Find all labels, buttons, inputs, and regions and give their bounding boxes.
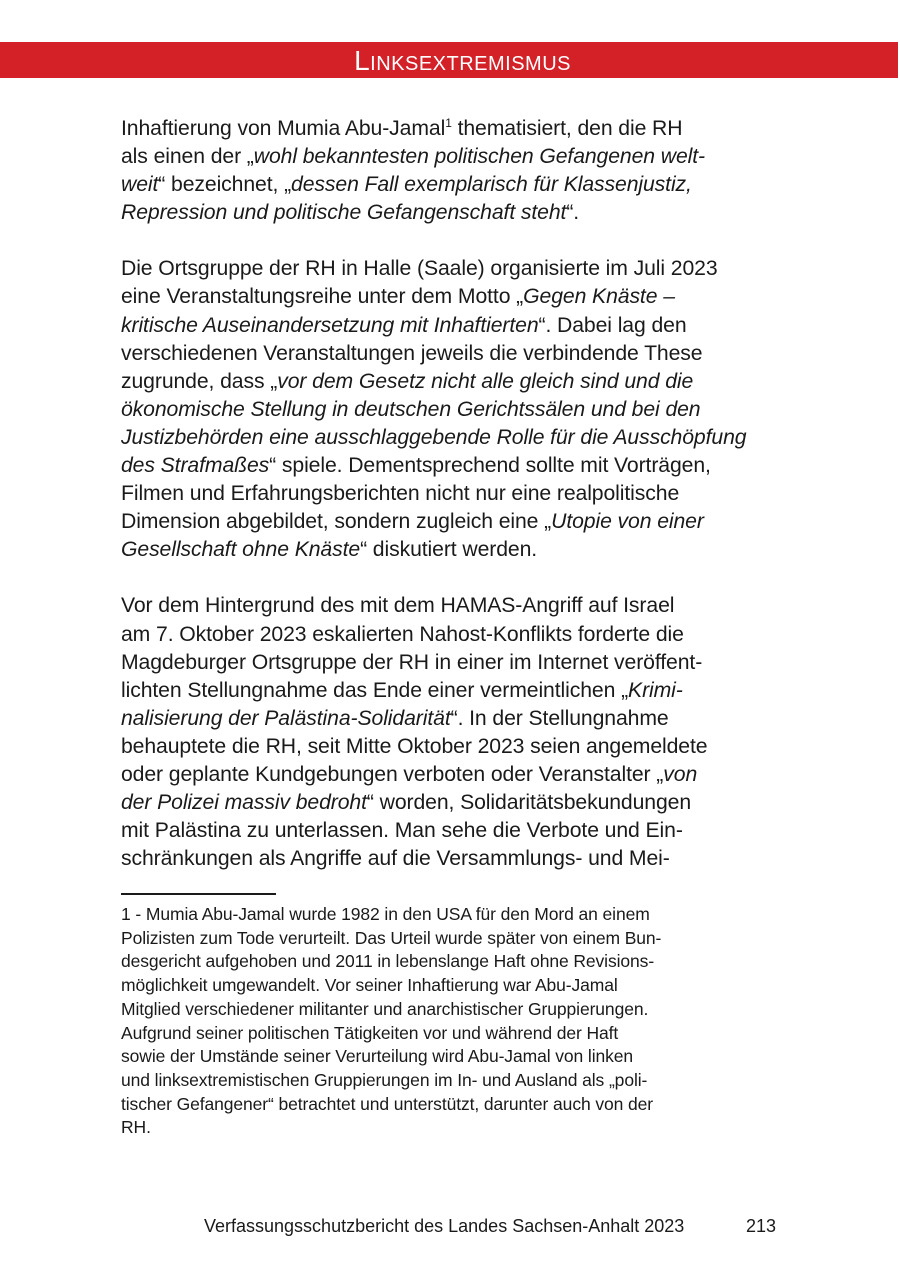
quote-text: wohl bekanntesten politischen Gefangenen welt- — [253, 145, 705, 169]
quote-text: kritische Auseinandersetzung mit Inhaftierten — [121, 313, 539, 337]
footnote-line: Mitglied verschiedener militanter und anarchistischer Gruppierungen. — [121, 998, 649, 1019]
text-segment: schränkungen als Angriffe auf die Versammlungs- und Mei- — [121, 847, 670, 871]
quote-text: der Polizei massiv bedroht — [121, 791, 367, 815]
text-line — [121, 677, 781, 705]
quote-text: Justizbehörden eine ausschlaggebende Rolle für die Ausschöpfung — [121, 425, 747, 449]
quote-text: Repression und politische Gefangenschaft steht — [121, 201, 567, 225]
text-line — [121, 705, 781, 733]
text-line — [121, 283, 781, 311]
text-line — [121, 171, 781, 199]
text-segment: Inhaftierung von Mumia Abu-Jamal — [121, 117, 446, 140]
text-line — [121, 396, 781, 424]
text-segment: Filmen und Erfahrungsberichten nicht nur eine realpolitische — [121, 482, 680, 506]
page-number: 213 — [745, 1216, 776, 1236]
quote-text: Krimi- — [628, 678, 683, 702]
section-header-bar — [0, 42, 898, 78]
text-segment: “ worden, Solidaritätsbekundungen — [366, 791, 692, 815]
text-line — [121, 143, 781, 171]
quote-text: dessen Fall exemplarisch für Klassenjustiz, — [291, 173, 692, 197]
text-line — [121, 115, 781, 143]
footnote-ref: 1 — [445, 115, 452, 130]
text-segment: Dimension abgebildet, sondern zugleich eine „ — [121, 510, 552, 534]
text-line — [121, 845, 781, 873]
quote-text: Gegen Knäste – — [523, 285, 675, 309]
text-segment: “ spiele. Dementsprechend sollte mit Vorträgen, — [269, 454, 711, 478]
text-segment: “. Dabei lag den — [538, 313, 687, 337]
text-segment: lichten Stellungnahme das Ende einer vermeintlichen „ — [121, 678, 629, 702]
text-line — [121, 424, 781, 452]
section-title: Linksextremismus — [354, 45, 571, 76]
footnote — [121, 903, 791, 1140]
text-line — [121, 592, 781, 620]
text-segment: “ diskutiert werden. — [360, 538, 538, 562]
quote-text: nalisierung der Palästina-Solidarität — [121, 706, 451, 730]
text-line — [121, 789, 781, 817]
text-segment: thematisiert, den die RH — [451, 117, 683, 140]
text-line — [121, 621, 781, 649]
text-line — [121, 480, 781, 508]
footnote-line: möglichkeit umgewandelt. Vor seiner Inhaftierung war Abu-Jamal — [121, 975, 618, 996]
text-line — [121, 508, 781, 536]
text-line — [121, 312, 781, 340]
text-segment: als einen der „ — [121, 145, 254, 169]
text-segment: eine Veranstaltungsreihe unter dem Motto „ — [121, 285, 524, 309]
text-segment: mit Palästina zu unterlassen. Man sehe die Verbote und Ein- — [121, 819, 683, 843]
text-line — [121, 199, 781, 227]
quote-text: des Strafmaßes — [121, 454, 270, 478]
text-segment: oder geplante Kundgebungen verboten oder Veranstalter „ — [121, 762, 664, 786]
quote-text: vor dem Gesetz nicht alle gleich sind und die — [277, 369, 694, 393]
text-segment: zugrunde, dass „ — [121, 369, 278, 393]
footnote-line: 1 - Mumia Abu-Jamal wurde 1982 in den USA für den Mord an einem — [121, 904, 650, 924]
text-line — [121, 368, 781, 396]
footnote-line: sowie der Umstände seiner Verurteilung wird Abu-Jamal von linken — [121, 1046, 634, 1067]
text-segment: Die Ortsgruppe der RH in Halle (Saale) organisierte im Juli 2023 — [121, 257, 718, 281]
text-segment: Vor dem Hintergrund des mit dem HAMAS-Angriff auf Israel — [121, 594, 675, 618]
text-segment: “ bezeichnet, „ — [158, 173, 292, 197]
paragraph — [121, 115, 781, 227]
text-line — [121, 452, 781, 480]
footnote-line: RH. — [121, 1117, 151, 1138]
text-segment: “. In der Stellungnahme — [450, 706, 669, 730]
footer-text: Verfassungsschutzbericht des Landes Sachsen-Anhalt 2023 — [204, 1216, 685, 1236]
text-line — [121, 649, 781, 677]
footnote-line: tischer Gefangener“ betrachtet und unterstützt, darunter auch von der — [121, 1093, 654, 1114]
text-segment: Magdeburger Ortsgruppe der RH in einer im Internet veröffent- — [121, 650, 703, 674]
footnote-line: Polizisten zum Tode verurteilt. Das Urteil wurde später von einem Bun- — [121, 927, 662, 948]
text-line — [121, 817, 781, 845]
text-line — [121, 255, 781, 283]
quote-text: Gesellschaft ohne Knäste — [121, 538, 361, 562]
footnote-line: und linksextremistischen Gruppierungen im In- und Ausland als „poli- — [121, 1069, 648, 1090]
text-line — [121, 340, 781, 368]
quote-text: ökonomische Stellung in deutschen Gerichtssälen und bei den — [121, 397, 701, 421]
text-line — [121, 536, 781, 564]
text-segment: am 7. Oktober 2023 eskalierten Nahost-Konflikts forderte die — [121, 622, 684, 646]
paragraph — [121, 592, 781, 873]
text-segment: behauptete die RH, seit Mitte Oktober 2023 seien angemeldete — [121, 734, 708, 758]
quote-text: von — [663, 762, 698, 786]
paragraph — [121, 255, 781, 564]
footnote-line: Aufgrund seiner politischen Tätigkeiten vor und während der Haft — [121, 1022, 619, 1043]
footnote-line: desgericht aufgehoben und 2011 in lebenslange Haft ohne Revisions- — [121, 951, 655, 972]
footnote-separator — [121, 893, 276, 895]
text-line — [121, 733, 781, 761]
text-segment: verschiedenen Veranstaltungen jeweils die verbindende These — [121, 341, 703, 365]
quote-text: weit — [121, 173, 159, 197]
main-text — [121, 115, 781, 901]
quote-text: Utopie von einer — [551, 510, 704, 534]
text-segment: “. — [566, 201, 580, 225]
text-line — [121, 761, 781, 789]
